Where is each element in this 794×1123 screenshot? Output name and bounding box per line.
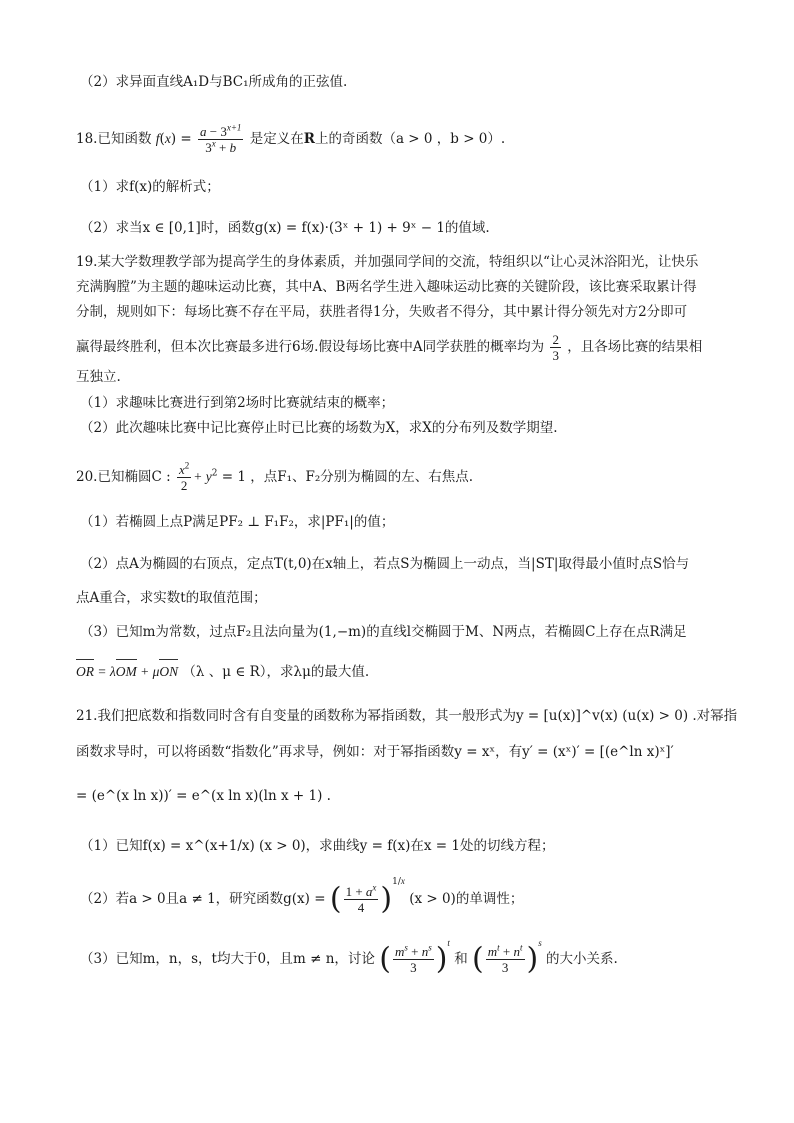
q20-part3b-text: （λ 、μ ∈ R），求λμ的最大值.: [182, 664, 370, 680]
q18-function-lhs: f: [155, 131, 160, 146]
q21-part3-fraction-1: $\frac{m^s + n^s}{3}$: [394, 942, 432, 975]
q18-stem: 18.已知函数 f(x) = $\frac{a - 3^{x+1}}{3^x + b}$ 是定义在R上的奇函数（a > 0 ，b > 0）.: [76, 122, 506, 155]
q19-line4-tail: ，且各场比赛的结果相: [567, 339, 703, 355]
q20-part3a-text: （3）已知m为常数，过点F₂且法向量为(1,−m)的直线l交椭圆于M、N两点，若椭圆C上存在点R满足: [80, 624, 687, 640]
q21-part2-fraction: $\frac{1 + a^x}{4}$: [345, 882, 377, 915]
q19-part2: [80, 418, 558, 438]
q19-line1: [76, 252, 698, 272]
q19-line2: [76, 277, 697, 297]
q21-line2: [76, 742, 674, 762]
q21-part2: （2）若a > 0且a ≠ 1，研究函数g(x) = ( $\frac{1 + a^x}{4}$ )$^{1/x}$ (x > 0)的单调性；: [80, 875, 524, 917]
q20-stem-label: 20.已知椭圆C :: [76, 469, 171, 485]
q18-part1: [80, 177, 220, 197]
q18-real-set: R: [303, 131, 315, 147]
q21-part2b-text: (x > 0)的单调性；: [409, 891, 524, 907]
q21-part3b-text: 和: [454, 951, 468, 967]
q21-line2-text: 函数求导时，可以将函数“指数化”再求导，例如：对于幂指函数y = xˣ，有y′ = (xˣ)′ = [(e^ln x)ˣ]′: [76, 744, 674, 760]
q20-stem-tail: ，点F₁、F₂分别为椭圆的左、右焦点.: [250, 469, 474, 485]
q19-line3: [76, 302, 687, 322]
q20-part1: [80, 512, 394, 532]
q19-line3-text: 分制，规则如下：每场比赛不存在平局，获胜者得1分，失败者不得分，其中累计得分领先对方2分即可: [76, 304, 688, 320]
q18-condition: 上的奇函数（a > 0 ，b > 0）.: [314, 131, 506, 147]
q21-line3: [76, 786, 331, 806]
q20-stem: 20.已知椭圆C : $\frac{x^2}{2}$ + $y^2 = 1$ ，点F₁、F₂分别为椭圆的左、右焦点.: [76, 460, 474, 493]
q19-part1-text: （1）求趣味比赛进行到第2场时比赛就结束的概率；: [80, 395, 395, 411]
q20-part2-line1: [80, 554, 689, 574]
q19-line4: [76, 332, 702, 363]
q18-part2-text: （2）求当x ∈ [0,1]时，函数g(x) = f(x)·(3ˣ + 1) + 9ˣ − 1的值域.: [80, 220, 490, 236]
q17-part2: [80, 72, 347, 92]
q19-part2-text: （2）此次趣味比赛中记比赛停止时已比赛的场数为X，求X的分布列及数学期望.: [80, 420, 558, 436]
q20-ellipse-fraction: $\frac{x^2}{2}$: [178, 460, 190, 493]
q20-part2-line2: [76, 588, 267, 608]
q19-probability-fraction: $\frac{2}{3}$: [552, 332, 559, 363]
q18-fraction: $\frac{a - 3^{x+1}}{3^x + b}$: [200, 122, 242, 155]
q21-part3c-text: 的大小关系.: [546, 951, 618, 967]
q20-part3-line2: [76, 662, 369, 682]
q18-domain-text: 是定义在: [249, 131, 304, 147]
q21-line1-text: 21.我们把底数和指数同时含有自变量的函数称为幂指函数，其一般形式为y = [u(x)]^v(x) (u(x) > 0) .对幂指: [76, 708, 738, 724]
q18-part2: [80, 218, 490, 238]
q21-line1: [76, 706, 737, 726]
q18-part1-text: （1）求f(x)的解析式；: [80, 179, 220, 195]
q21-part3-fraction-2: $\frac{m^t + n^t}{3}$: [487, 942, 523, 975]
q21-part3a-text: （3）已知m，n，s，t均大于0，且m ≠ n，讨论: [80, 951, 375, 967]
q21-part1-text: （1）已知f(x) = x^(x+1/x) (x > 0)，求曲线y = f(x)在x = 1处的切线方程；: [80, 838, 555, 854]
q20-part1-text: （1）若椭圆上点P满足PF₂ ⊥ F₁F₂，求|PF₁|的值；: [80, 514, 395, 530]
q19-line4-text: 赢得最终胜利，但本次比赛最多进行6场.假设每场比赛中A同学获胜的概率均为: [76, 339, 545, 355]
q20-part2b-text: 点A重合，求实数t的取值范围；: [76, 590, 267, 606]
q21-line3-text: = (e^(x ln x))′ = e^(x ln x)(ln x + 1) .: [76, 788, 331, 804]
q21-part2a-text: （2）若a > 0且a ≠ 1，研究函数g(x) =: [80, 891, 326, 907]
q19-line2-text: 充满胸膛”为主题的趣味运动比赛，其中A、B两名学生进入趣味运动比赛的关键阶段，该比赛采取累计得: [76, 279, 697, 295]
q20-part2a-text: （2）点A为椭圆的右顶点，定点T(t,0)在x轴上，若点S为椭圆上一动点，当|ST|取得最小值时点S恰与: [80, 556, 690, 572]
q19-line5-text: 互独立.: [76, 369, 121, 385]
q21-part3: （3）已知m，n，s，t均大于0，且m ≠ n，讨论 ( $\frac{m^s + n^s}{3}$ )$^t$ 和 ( $\frac{m^t + n^t}{3}$ )$^s$ 的大小关系.: [80, 937, 618, 977]
q19-line5: [76, 367, 121, 387]
q19-line1-text: 19.某大学数理教学部为提高学生的身体素质，并加强同学间的交流，特组织以“让心灵沐浴阳光，让快乐: [76, 254, 699, 270]
q20-part3-line1: [80, 622, 687, 642]
q20-vector-equation: OR = λOM + μON: [76, 664, 178, 679]
q18-label: 18.已知函数: [76, 131, 152, 147]
q17-part2-text: （2）求异面直线A₁D与BC₁所成角的正弦值.: [80, 74, 348, 90]
q21-part1: [80, 836, 554, 856]
q19-part1: [80, 393, 394, 413]
